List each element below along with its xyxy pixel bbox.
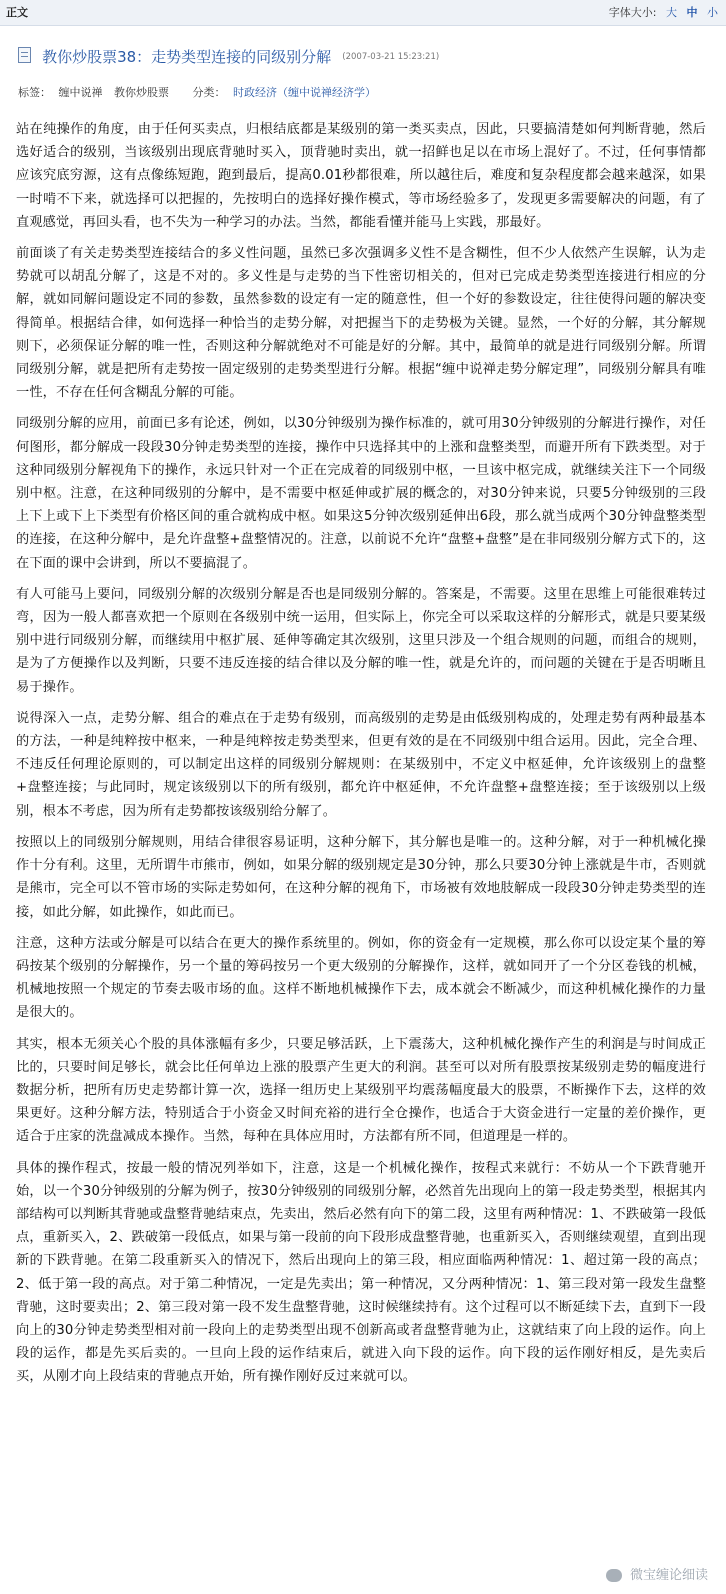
paragraph: 按照以上的同级别分解规则，用结合律很容易证明，这种分解下，其分解也是唯一的。这种分解，对于一种机械化操作十分有利。这里，无所谓牛市熊市，例如，如果分解的级别规定是30分钟，那么只要30分钟上涨就是牛市，否则就是熊市，完全可以不管市场的实际走势如何，在这种分解的视角下，市场被有效地肢解成一段段30分钟走势类型的连接，如此分解，如此操作，如此而已。 [16,834,706,920]
tag-link[interactable]: 教你炒股票 [114,86,169,99]
section-label: 正文 [6,6,28,19]
article-body [16,118,706,1397]
paragraph: 说得深入一点，走势分解、组合的难点在于走势有级别，而高级别的走势是由低级别构成的，处理走势有两种最基本的方法，一种是纯粹按中枢来，一种是纯粹按走势类型来，但更有效的是在不同级别中组合运用。因此，完全合理、不违反任何理论原则的，可以制定出这样的同级别分解规则：在某级别中，不定义中枢延伸，允许该级别上的盘整+盘整连接；与此同时，规定该级别以下的所有级别，都允许中枢延伸，不允许盘整+盘整连接；至于该级别以上级别，根本不考虑，因为所有走势都按该级别给分解了。 [16,710,706,819]
font-size-label: 字体大小: [608,6,657,19]
watermark [602,1563,712,1584]
paragraph: 有人可能马上要问，同级别分解的次级别分解是否也是同级别分解的。答案是，不需要。这里在思维上可能很难转过弯，因为一般人都喜欢把一个原则在各级别中统一运用，但实际上，你完全可以采取这样的分解形式，就是只要某级别中进行同级别分解，而继续用中枢扩展、延伸等确定其次级别，这里只涉及一个组合规则的问题，而组合的规则，是为了方便操作以及判断，只要不违反连接的结合律以及分解的唯一性，就是允许的，而问题的关键在于是否明晰且易于操作。 [16,586,706,695]
tag-link[interactable]: 缠中说禅 [58,86,103,99]
category-label: 分类： [192,86,226,99]
paragraph: 前面谈了有关走势类型连接结合的多义性问题，虽然已多次强调多义性不是含糊性，但不少人依然产生误解，认为走势就可以胡乱分解了，这是不对的。多义性是与走势的当下性密切相关的，但对已完成走势类型连接进行相应的分解，就如同解问题设定不同的参数，虽然参数的设定有一定的随意性，但一个好的参数设定，往往使得问题的解决变得简单。根据结合律，如何选择一种恰当的走势分解，对把握当下的走势极为关键。显然，一个好的分解，其分解规则下，必须保证分解的唯一性，否则这种分解就绝对不可能是好的分解。其中，最简单的就是进行同级别分解。所谓同级别分解，就是把所有走势按一固定级别的走势类型进行分解。根据“缠中说禅走势分解定理”，同级别分解具有唯一性，不存在任何含糊乱分解的可能。 [16,246,706,401]
tags-label: 标签： [18,86,51,99]
paragraph: 同级别分解的应用，前面已多有论述，例如，以30分钟级别为操作标准的，就可用30分钟级别的分解进行操作，对任何图形，都分解成一段段30分钟走势类型的连接，操作中只选择其中的上涨和盘整类型，而避开所有下跌类型。对于这种同级别分解视角下的操作，永远只针对一个正在完成着的同级别中枢，一旦该中枢完成，就继续关注下一个同级别中枢。注意，在这种同级别的分解中，是不需要中枢延伸或扩展的概念的，对30分钟来说，只要5分钟级别的三段上下上或下上下类型有价格区间的重合就构成中枢。如果这5分钟次级别延伸出6段，那么就当成两个30分钟盘整类型的连接，在这种分解中，是允许盘整+盘整情况的。注意，以前说不允许“盘整+盘整”是在非同级别分解方式下的，这在下面的课中会讲到，所以不要搞混了。 [16,416,706,571]
font-size-medium-link[interactable]: 中 [686,6,698,19]
font-size-controls [609,0,718,26]
top-bar [0,0,726,26]
paragraph: 其实，根本无须关心个股的具体涨幅有多少，只要足够活跃，上下震荡大，这种机械化操作产生的利润是与时间成正比的，只要时间足够长，就会比任何单边上涨的股票产生更大的利润。甚至可以对所有股票按某级别走势的幅度进行数据分析，把所有历史走势都计算一次，选择一组历史上某级别平均震荡幅度最大的股票，不断操作下去，这样的效果更好。这种分解方法，特别适合于小资金又时间充裕的进行全仓操作，也适合于大资金进行一定量的差价操作，更适合于庄家的洗盘减成本操作。当然，每种在具体应用时，方法都有所不同，但道理是一样的。 [16,1036,706,1145]
wechat-icon [606,1569,622,1582]
font-size-large-link[interactable]: 大 [666,6,677,19]
document-icon [18,47,31,63]
post-date: (2007-03-21 15:23:21) [342,51,440,62]
paragraph: 站在纯操作的角度，由于任何买卖点，归根结底都是某级别的第一类买卖点，因此，只要搞清楚如何判断背驰，然后选好适合的级别，当该级别出现底背驰时买入，顶背驰时卖出，就一招鲜也足以在市场上混好了。不过，任何事情都应该究底穷源，这有点像练短跑，跑到最后，提高0.01秒都很难，所以越往后，难度和复杂程度都会越来越深，如果一时啃不下来，就选择可以把握的，先按明白的选择好操作模式，等市场经验多了，发现更多需要解决的问题，有了直观感觉，再回头看，也不失为一种学习的办法。当然，都能看懂并能马上实践，那最好。 [16,122,706,230]
post-header [18,46,718,70]
post-meta [18,84,384,100]
font-size-small-link[interactable]: 小 [707,6,718,19]
paragraph: 具体的操作程式，按最一般的情况列举如下，注意，这是一个机械化操作，按程式来就行：不妨从一个下跌背驰开始，以一个30分钟级别的分解为例子，按30分钟级别的同级别分解，必然首先出现向上的第一段走势类型，根据其内部结构可以判断其背驰或盘整背驰结束点，先卖出，然后必然有向下的第二段，这里有两种情况：1、不跌破第一段低点，重新买入，2、跌破第一段低点，如果与第一段前的向下段形成盘整背驰，也重新买入，否则继续观望，直到出现新的下跌背驰。在第二段重新买入的情况下，然后出现向上的第三段，相应面临两种情况：1、超过第一段的高点；2、低于第一段的高点。对于第二种情况，一定是先卖出；第一种情况，又分两种情况：1、第三段对第一段发生盘整背驰，这时要卖出；2、第三段对第一段不发生盘整背驰，这时候继续持有。这个过程可以不断延续下去，直到下一段向上的30分钟走势类型相对前一段向上的走势类型出现不创新高或者盘整背驰为止，这就结束了向上段的运作。向上段的运作，都是先买后卖的。一旦向上段的运作结束后，就进入向下段的运作。向下段的运作刚好相反，是先卖后买，从刚才向上段结束的背驰点开始，所有操作刚好反过来就可以。 [16,1160,706,1385]
category-link[interactable]: 时政经济（缠中说禅经济学） [233,86,376,99]
watermark-text: 微宝缠论细读 [629,1568,708,1583]
paragraph: 注意，这种方法或分解是可以结合在更大的操作系统里的。例如，你的资金有一定规模，那么你可以设定某个量的筹码按某个级别的分解操作，另一个量的筹码按另一个更大级别的分解操作，这样，就如同开了一个分区卷钱的机械，机械地按照一个规定的节奏去吸市场的血。这样不断地机械操作下去，成本就会不断减少，而这种机械化操作的力量是很大的。 [16,935,706,1021]
post-title: 教你炒股票38：走势类型连接的同级别分解 [42,48,332,66]
